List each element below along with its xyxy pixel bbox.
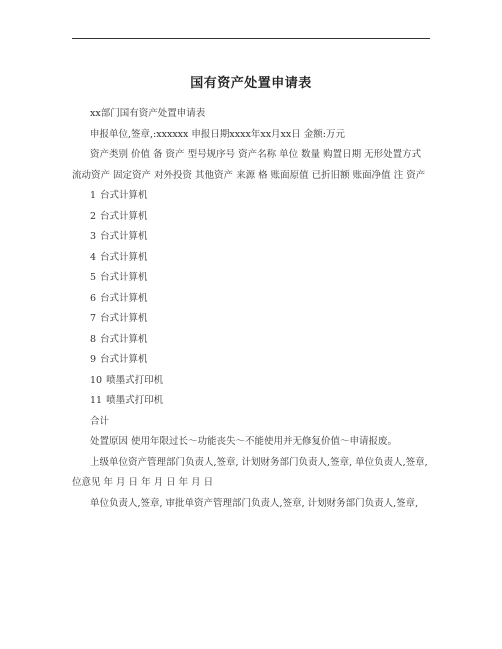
item-number: 10 xyxy=(90,374,103,386)
signature-line: 单位负责人,签章, 审批单资产管理部门负责人,签章, 计划财务部门负责人,签章, xyxy=(90,497,419,509)
total-label: 合计 xyxy=(90,415,110,427)
item-name: 台式计算机 xyxy=(100,251,148,263)
list-item xyxy=(72,350,430,371)
item-name: 台式计算机 xyxy=(100,313,148,324)
item-name: 台式计算机 xyxy=(100,231,148,242)
header-line: 申报单位,签章,:xxxxxx 申报日期xxxx年xx月xx日 金额:万元 xyxy=(90,128,345,140)
header-rule xyxy=(72,38,430,39)
form-subtitle: xx部门国有资产处置申请表 xyxy=(90,108,206,119)
list-item xyxy=(72,227,430,248)
item-name: 喷墨式打印机 xyxy=(106,395,164,406)
item-name: 台式计算机 xyxy=(100,333,148,345)
item-number: 9 xyxy=(90,354,97,365)
list-item xyxy=(72,248,430,269)
item-name: 台式计算机 xyxy=(100,354,148,365)
asset-list xyxy=(72,186,430,412)
item-name: 台式计算机 xyxy=(100,292,148,304)
list-item xyxy=(72,186,430,207)
list-item xyxy=(72,289,430,310)
item-name: 台式计算机 xyxy=(100,190,148,201)
columns-line: 资产类别 价值 备 资产 型号规序号 资产名称 单位 数量 购置日期 无形处置方式 流动资产 固定资产 对外投资 其他资产 来源 格 账面原值 已折旧额 账面净值 注 资产 xyxy=(72,149,426,181)
list-item xyxy=(72,309,430,330)
list-item xyxy=(72,268,430,289)
item-name: 喷墨式打印机 xyxy=(106,374,164,386)
document-body xyxy=(72,104,430,514)
reason-line: 处置原因 使用年限过长～功能丧失～不能使用并无修复价值～申请报废。 xyxy=(90,436,398,447)
item-name: 台式计算机 xyxy=(100,210,148,222)
item-number: 8 xyxy=(90,333,97,345)
item-number: 4 xyxy=(90,251,97,263)
item-number: 3 xyxy=(90,231,97,242)
item-number: 7 xyxy=(90,313,97,324)
item-number: 5 xyxy=(90,272,97,283)
list-item xyxy=(72,207,430,228)
list-item xyxy=(72,391,430,412)
list-item xyxy=(72,371,430,392)
list-item xyxy=(72,330,430,351)
item-number: 11 xyxy=(90,395,103,406)
item-number: 6 xyxy=(90,292,97,304)
item-number: 2 xyxy=(90,210,97,222)
item-name: 台式计算机 xyxy=(100,272,148,283)
item-number: 1 xyxy=(90,190,97,201)
document-title: 国有资产处置申请表 xyxy=(190,76,312,91)
opinion-line: 上级单位资产管理部门负责人,签章, 计划财务部门负责人,签章, 单位负责人,签章, 位意见 年 月 日 年 月 日 年 月 日 xyxy=(72,456,428,488)
